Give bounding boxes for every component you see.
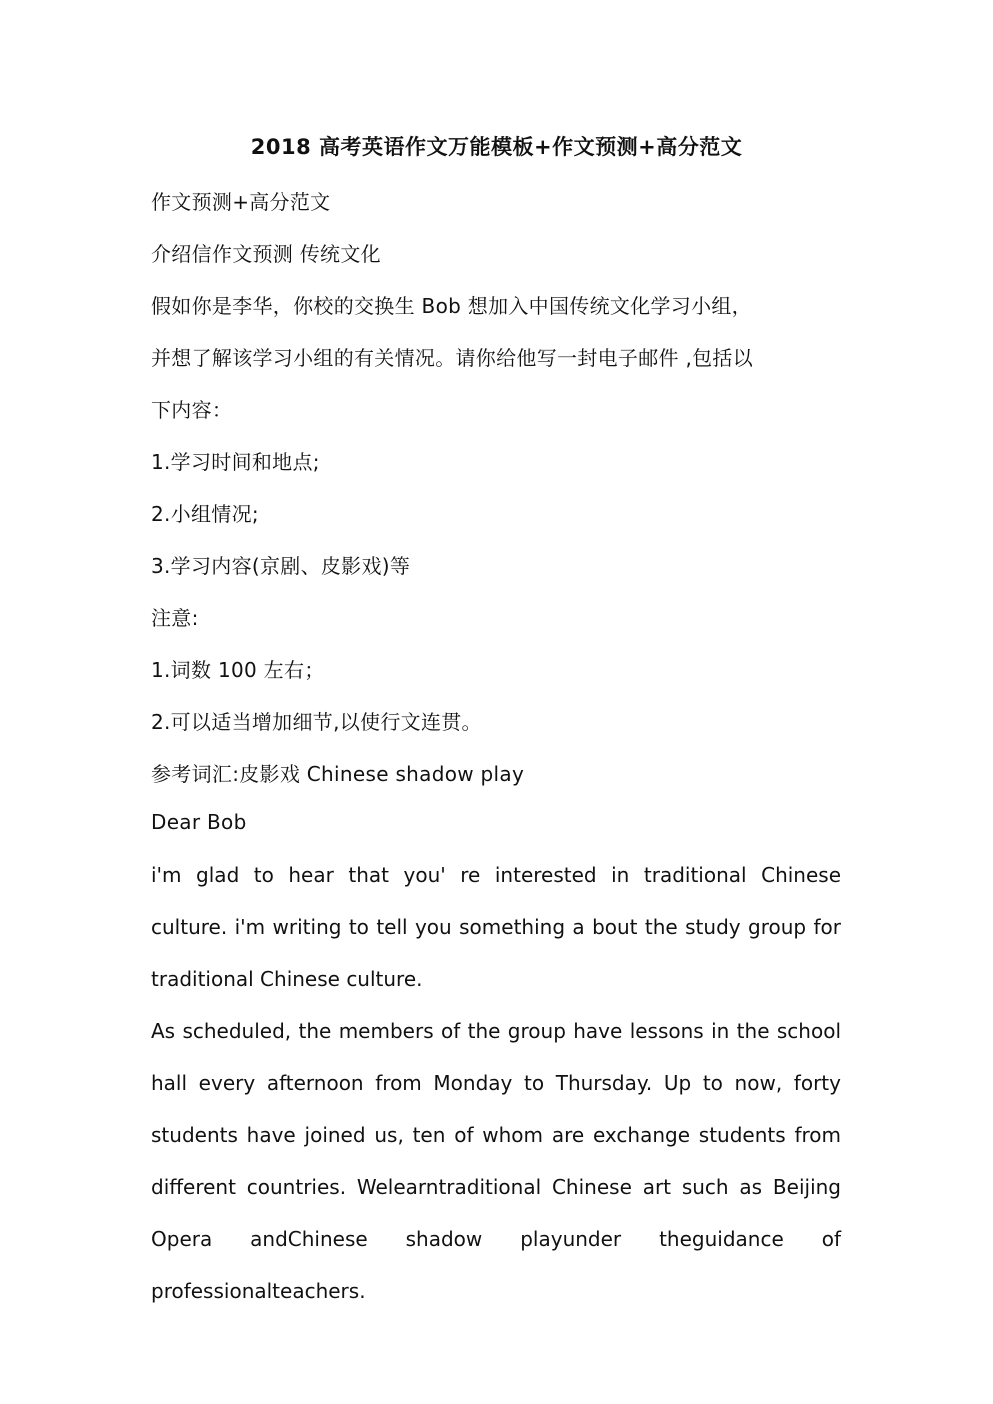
letter-salutation: Dear Bob	[151, 810, 247, 834]
vocabulary-reference: 参考词汇:皮影戏 Chinese shadow play	[151, 762, 525, 786]
prompt-line-1: 假如你是李华，你校的交换生 Bob 想加入中国传统文化学习小组，	[151, 294, 752, 318]
topic-line: 介绍信作文预测 传统文化	[151, 242, 381, 266]
document-title: 2018 高考英语作文万能模板+作文预测+高分范文	[250, 135, 743, 159]
prompt-line-2: 并想了解该学习小组的有关情况。请你给他写一封电子邮件 ,包括以	[151, 346, 754, 370]
letter-paragraph-1: i'm glad to hear that you' re interested in traditional Chinese culture. i'm writing to tell you something a bout the study group for traditional Chinese culture.	[151, 863, 841, 991]
prompt-line-3: 下内容：	[151, 398, 233, 422]
notice-item-2: 2.可以适当增加细节,以使行文连贯。	[151, 710, 482, 734]
requirement-item-2: 2.小组情况;	[151, 502, 259, 526]
notice-heading: 注意:	[151, 606, 199, 630]
letter-paragraph-2: As scheduled, the members of the group have lessons in the school hall every afternoon from Monday to Thursday. Up to now, forty students have joined us, ten of whom are exchange students from different countries. Welearntraditional Chinese art such as Beijing Opera andChinese shadow playunder theguidance of professionalteachers.	[151, 1019, 841, 1303]
requirement-item-1: 1.学习时间和地点;	[151, 450, 320, 474]
requirement-item-3: 3.学习内容(京剧、皮影戏)等	[151, 554, 411, 578]
subtitle-line: 作文预测+高分范文	[151, 190, 331, 214]
notice-item-1: 1.词数 100 左右；	[151, 658, 325, 682]
